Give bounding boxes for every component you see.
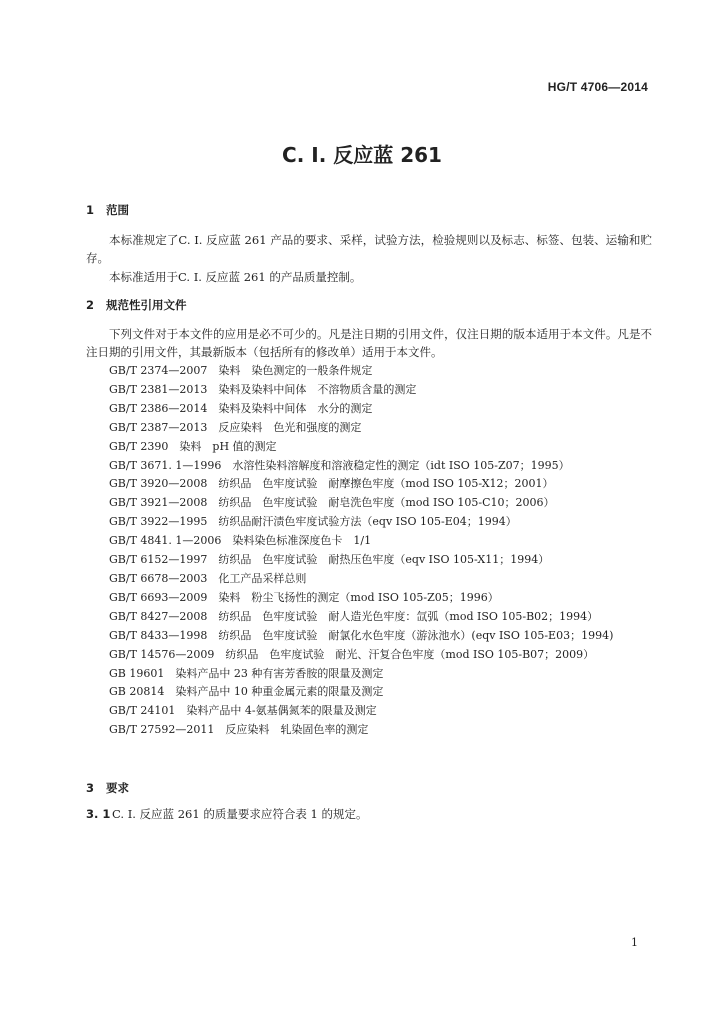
reference-item: GB/T 3671. 1—1996 水溶性染料溶解度和溶液稳定性的测定（idt ISO 105-Z07；1995） bbox=[109, 458, 570, 472]
reference-item: GB 19601 染料产品中 23 种有害芳香胺的限量及测定 bbox=[109, 666, 384, 680]
clause-3-1 bbox=[86, 806, 367, 822]
section-3-title: 要求 bbox=[106, 781, 129, 795]
section-3-heading bbox=[86, 780, 129, 796]
reference-item: GB/T 24101 染料产品中 4-氨基偶氮苯的限量及测定 bbox=[109, 704, 377, 718]
section-2-heading bbox=[86, 297, 187, 313]
reference-item: GB/T 2381—2013 染料及染料中间体 不溶物质含量的测定 bbox=[109, 382, 417, 396]
section-2-title: 规范性引用文件 bbox=[106, 298, 187, 312]
section-3-number: 3 bbox=[86, 781, 95, 795]
reference-item: GB/T 6678—2003 化工产品采样总则 bbox=[109, 571, 307, 585]
reference-item: GB/T 3922—1995 纺织品耐汗渍色牢度试验方法（eqv ISO 105-E04；1994） bbox=[109, 515, 517, 529]
reference-item: GB/T 4841. 1—2006 染料染色标准深度色卡 1/1 bbox=[109, 534, 372, 548]
reference-item: GB/T 27592—2011 反应染料 轧染固色率的测定 bbox=[109, 723, 369, 737]
section-2-intro: 下列文件对于本文件的应用是必不可少的。凡是注日期的引用文件，仅注日期的版本适用于本文件。凡是不注日期的引用文件，其最新版本（包括所有的修改单）适用于本文件。 bbox=[86, 327, 652, 359]
clause-3-1-number: 3. 1 bbox=[86, 807, 111, 821]
reference-item: GB/T 3921—2008 纺织品 色牢度试验 耐皂洗色牢度（mod ISO 105-C10；2006） bbox=[109, 496, 555, 510]
clause-3-1-text: C. I. 反应蓝 261 的质量要求应符合表 1 的规定。 bbox=[112, 807, 368, 821]
reference-item: GB 20814 染料产品中 10 种重金属元素的限量及测定 bbox=[109, 685, 384, 699]
standard-code: HG/T 4706—2014 bbox=[547, 80, 648, 94]
reference-item: GB/T 2387—2013 反应染料 色光和强度的测定 bbox=[109, 420, 362, 434]
reference-item: GB/T 3920—2008 纺织品 色牢度试验 耐摩擦色牢度（mod ISO 105-X12；2001） bbox=[109, 477, 554, 491]
section-1-paragraph-2: 本标准适用于C. I. 反应蓝 261 的产品质量控制。 bbox=[109, 270, 362, 284]
reference-item: GB/T 6693—2009 染料 粉尘飞扬性的测定（mod ISO 105-Z05；1996） bbox=[109, 590, 499, 604]
section-1-number: 1 bbox=[86, 203, 95, 217]
document-title: C. I. 反应蓝 261 bbox=[282, 143, 442, 167]
reference-item: GB/T 14576—2009 纺织品 色牢度试验 耐光、汗复合色牢度（mod ISO 105-B07；2009） bbox=[109, 647, 595, 661]
page-number: 1 bbox=[631, 936, 638, 949]
reference-item: GB/T 8427—2008 纺织品 色牢度试验 耐人造光色牢度：氙弧（mod ISO 105-B02；1994） bbox=[109, 609, 599, 623]
section-1-paragraph-1: 本标准规定了C. I. 反应蓝 261 产品的要求、采样，试验方法，检验规则以及标志、标签、包装、运输和贮存。 bbox=[86, 233, 652, 265]
reference-item: GB/T 6152—1997 纺织品 色牢度试验 耐热压色牢度（eqv ISO 105-X11；1994） bbox=[109, 553, 550, 567]
reference-item: GB/T 8433—1998 纺织品 色牢度试验 耐氯化水色牢度（游泳池水）(eqv ISO 105-E03；1994) bbox=[109, 628, 614, 642]
reference-item: GB/T 2374—2007 染料 染色测定的一般条件规定 bbox=[109, 364, 373, 377]
reference-item: GB/T 2386—2014 染料及染料中间体 水分的测定 bbox=[109, 401, 373, 415]
reference-item: GB/T 2390 染料 pH 值的测定 bbox=[109, 439, 277, 453]
section-2-number: 2 bbox=[86, 298, 95, 312]
section-1-heading bbox=[86, 202, 129, 218]
normative-references-list bbox=[86, 362, 652, 740]
section-1-title: 范围 bbox=[106, 203, 129, 217]
